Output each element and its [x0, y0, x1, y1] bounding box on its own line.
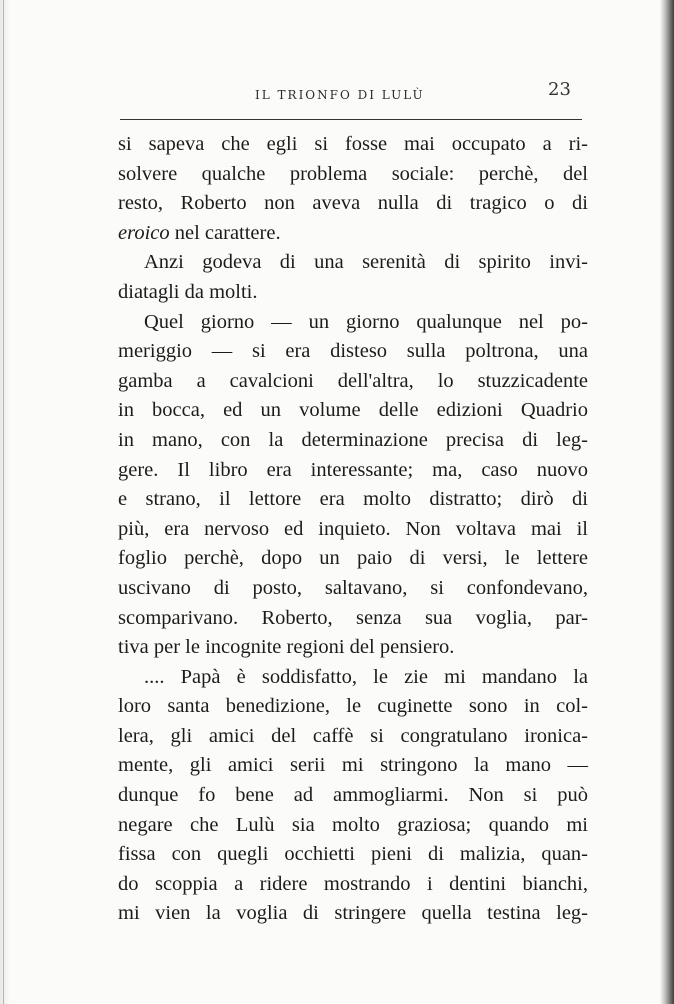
text-line: uscivano di posto, saltavano, si confondevano, — [118, 576, 588, 599]
text-line: eroico nel carattere. — [118, 221, 281, 244]
text-line: in mano, con la determinazione precisa di leg- — [118, 428, 588, 451]
text-line: scomparivano. Roberto, senza sua voglia, par- — [118, 606, 588, 629]
page-left-edge — [0, 0, 10, 1004]
text-line: .... Papà è soddisfatto, le zie mi mandano la — [144, 665, 588, 688]
text-line: do scoppia a ridere mostrando i dentini bianchi, — [118, 872, 588, 895]
text-line: negare che Lulù sia molto graziosa; quando mi — [118, 813, 588, 836]
text-line: in bocca, ed un volume delle edizioni Quadrio — [118, 399, 588, 422]
text-line: più, era nervoso ed inquieto. Non voltava mai il — [118, 517, 588, 540]
text-line: mi vien la voglia di stringere quella testina leg- — [118, 902, 588, 925]
italic-word: eroico — [118, 221, 170, 244]
text-line: meriggio — si era disteso sulla poltrona, una — [118, 340, 588, 363]
text-line: foglio perchè, dopo un paio di versi, le lettere — [118, 547, 588, 570]
page-right-shadow — [660, 0, 674, 1004]
text-line: tiva per le incognite regioni del pensiero. — [118, 636, 455, 659]
text-line: Quel giorno — un giorno qualunque nel po- — [144, 310, 588, 333]
text-line: resto, Roberto non aveva nulla di tragico o di — [118, 192, 588, 215]
text-line: si sapeva che egli si fosse mai occupato a ri- — [118, 133, 588, 155]
text-line: lera, gli amici del caffè si congratulano ironica- — [118, 724, 588, 747]
text-line: gere. Il libro era interessante; ma, caso nuovo — [118, 458, 588, 481]
text-line: Anzi godeva di una serenità di spirito invi- — [144, 251, 588, 274]
text-line: e strano, il lettore era molto distratto; dirò di — [118, 488, 588, 511]
text-line: dunque fo bene ad ammogliarmi. Non si può — [118, 784, 588, 807]
text-line: fissa con quegli occhietti pieni di malizia, quan- — [118, 843, 588, 866]
text-line: mente, gli amici serii mi stringono la mano — — [118, 754, 588, 777]
running-title: IL TRIONFO DI LULÙ — [255, 88, 425, 102]
text-line: gamba a cavalcioni dell'altra, lo stuzzicadente — [118, 369, 588, 392]
header-rule — [120, 119, 582, 120]
page-number: 23 — [548, 79, 571, 100]
text-line: diatagli da molti. — [118, 280, 258, 303]
body-text — [118, 130, 588, 929]
text-line: solvere qualche problema sociale: perchè, del — [118, 162, 588, 185]
text-line: loro santa benedizione, le cuginette sono in col- — [118, 695, 588, 718]
page-fold-line — [3, 0, 4, 1004]
